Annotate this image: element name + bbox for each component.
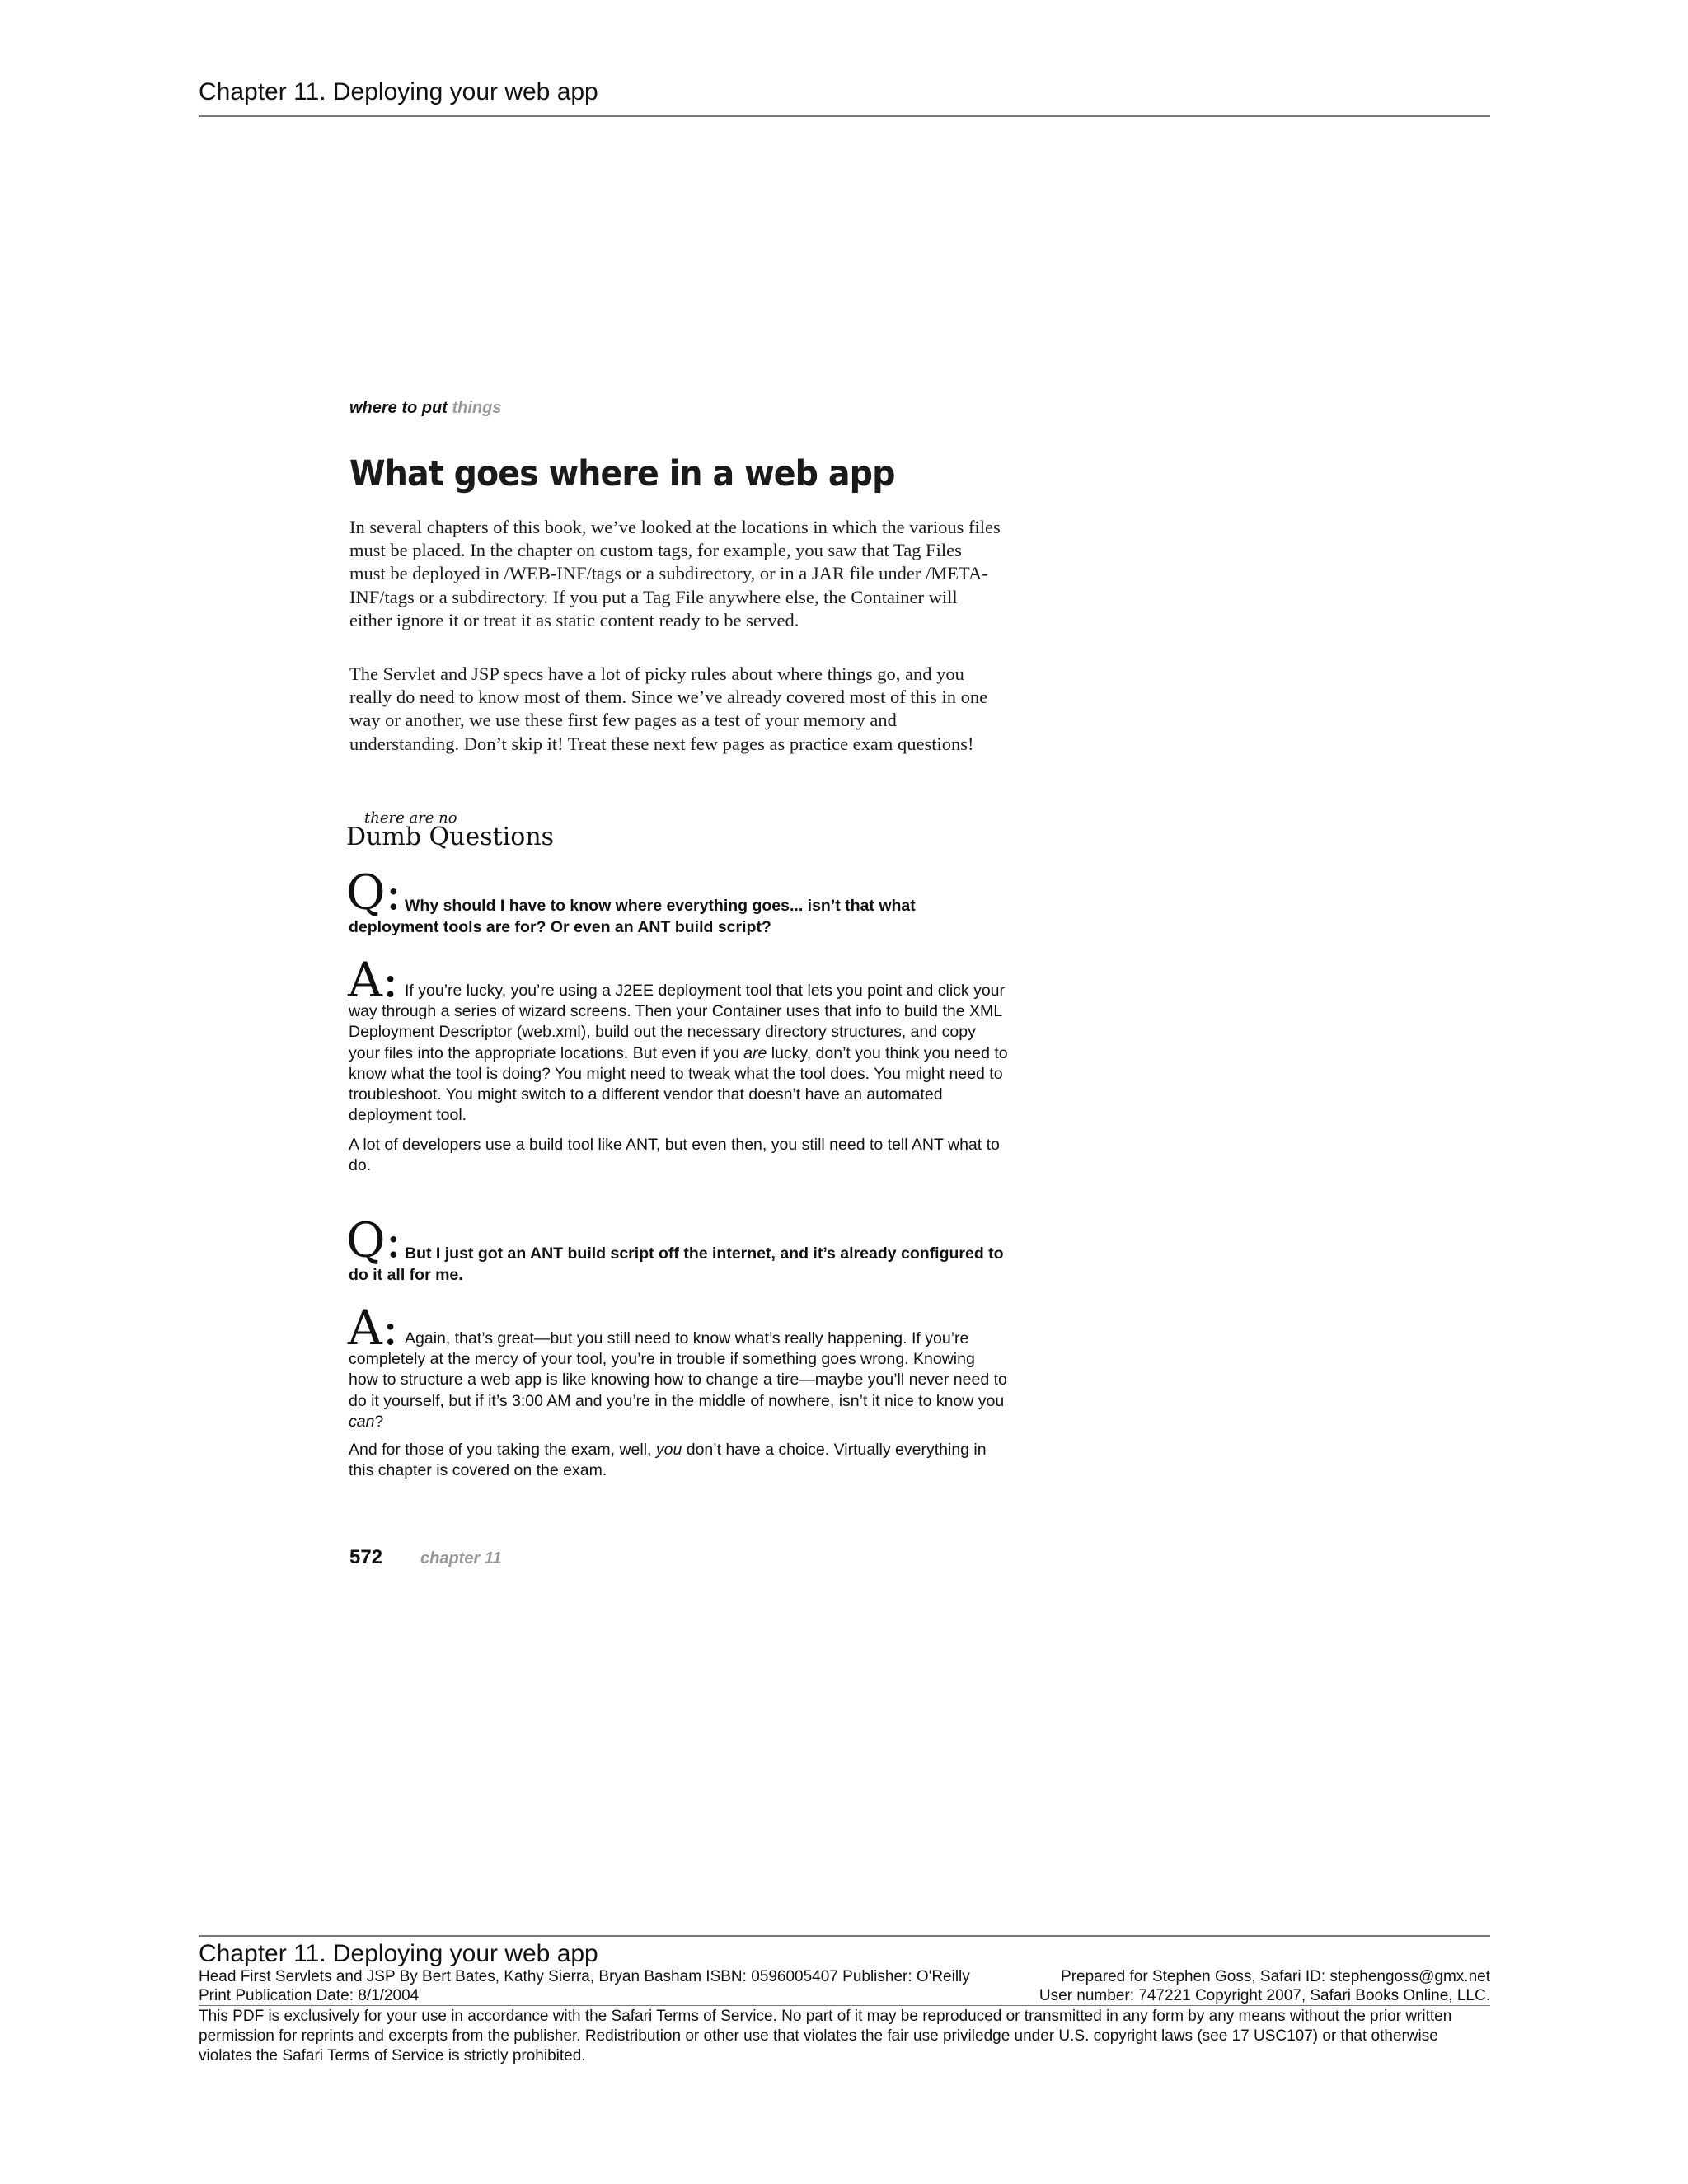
footer-title: Chapter 11. Deploying your web app <box>199 1940 598 1967</box>
question-1-body: Why should I have to know where everything goes... isn’t that what deployment tools are for? Or even an ANT build script? <box>349 897 916 936</box>
answer-2-letter: A: <box>348 1300 399 1356</box>
question-2-text <box>349 1243 1008 1286</box>
dumb-questions-small: there are no <box>364 809 457 827</box>
question-2-body: But I just got an ANT build script off the internet, and it’s already configured to do it all for me. <box>349 1244 1004 1284</box>
answer-2-p2-emphasis: you <box>655 1441 682 1459</box>
running-head: Chapter 11. Deploying your web app <box>199 78 598 105</box>
question-1-text <box>349 895 1008 938</box>
body-paragraph-1: In several chapters of this book, we’ve looked at the locations in which the various files must be placed. In the chapter on custom tags, for example, you saw that Tag Files must be deployed in /WEB-INF/tags or a subdirectory, or in a JAR file under /META-INF/tags or a subdirectory. If you put a Tag File anywhere else, the Container will either ignore it or treat it as static content ready to be served. <box>349 517 1001 630</box>
footer-rule-top <box>199 1935 1490 1937</box>
answer-2-p2-after: don’t have a choice. Virtually everything in this chapter is covered on the exam. <box>349 1441 987 1480</box>
answer-2-text-after: ? <box>374 1412 384 1431</box>
answer-1-paragraph-1 <box>349 981 1008 1126</box>
footer-date-line <box>199 1986 1490 2005</box>
question-1-letter: Q: <box>346 865 402 921</box>
answer-2-text-before: Again, that’s great—but you still need to know what’s really happening. If you’re completely at the mercy of your tool, you’re in trouble if something goes wrong. Knowing how to structure a web app is like knowing how to change a tire—maybe you’ll never need to do it yourself, but if it’s 3:00 AM and you’re in the middle of nowhere, isn’t it nice to know you <box>349 1329 1007 1410</box>
answer-1-letter: A: <box>348 952 399 1008</box>
answer-2-paragraph-1 <box>349 1329 1008 1432</box>
answer-2-emphasis: can <box>349 1412 375 1431</box>
footer-user-number: User number: 747221 Copyright 2007, Safari Books Online, LLC. <box>1039 1987 1490 2004</box>
header-rule <box>199 115 1490 117</box>
footer-prepared-for: Prepared for Stephen Goss, Safari ID: stephengoss@gmx.net <box>1061 1968 1490 1985</box>
folio-chapter: chapter 11 <box>420 1549 502 1568</box>
answer-2-paragraph-2 <box>349 1440 1008 1481</box>
page-title: What goes where in a web app <box>349 453 895 494</box>
body-paragraph-2: The Servlet and JSP specs have a lot of picky rules about where things go, and you really do need to know most of them. Since we’ve already covered most of this in one way or another, we use these first few pages as a test of your memory and understanding. Don’t skip it! Treat these next few pages as practice exam questions! <box>349 663 988 754</box>
section-tag-bold: where to put <box>349 399 448 417</box>
answer-1-emphasis: are <box>743 1043 767 1062</box>
section-tag <box>349 399 501 418</box>
footer-book-info: Head First Servlets and JSP By Bert Bates, Kathy Sierra, Bryan Basham ISBN: 0596005407 Publisher: O'Reilly <box>199 1968 970 1985</box>
footer-book-line <box>199 1967 1490 1986</box>
answer-1-text-before: If you’re lucky, you’re using a J2EE deployment tool that lets you point and click your way through a series of wizard screens. Then your Container uses that info to build the XML Deployment Descriptor (web.xml), build out the necessary directory structures, and copy your files into the appropriate locations. But even if you <box>349 982 1006 1062</box>
answer-1-text-after: lucky, don’t you think you need to know what the tool is doing? You might need to tweak what the tool does. You might need to troubleshoot. You might switch to a different vendor that doesn’t have an automated deployment tool. <box>349 1043 1008 1125</box>
question-2-letter: Q: <box>346 1212 402 1268</box>
footer-rule-bottom <box>199 2005 1490 2006</box>
answer-1-paragraph-2: A lot of developers use a build tool like ANT, but even then, you still need to tell ANT what to do. <box>349 1136 1000 1175</box>
footer-pub-date: Print Publication Date: 8/1/2004 <box>199 1987 420 2004</box>
page-number: 572 <box>349 1546 383 1568</box>
footer-legal-notice: This PDF is exclusively for your use in accordance with the Safari Terms of Service. No part of it may be reproduced or transmitted in any form by any means without the prior written permission for reprints and excerpts from the publisher. Redistribution or other use that violates the fair use priviledge under U.S. copyright laws (see 17 USC107) or that otherwise violates the Safari Terms of Service is strictly prohibited. <box>199 2008 1452 2064</box>
answer-2-p2-before: And for those of you taking the exam, well, <box>349 1441 656 1459</box>
section-tag-muted: things <box>452 399 502 417</box>
dumb-questions-heading <box>346 809 560 852</box>
dumb-questions-big: Dumb Questions <box>346 823 555 851</box>
